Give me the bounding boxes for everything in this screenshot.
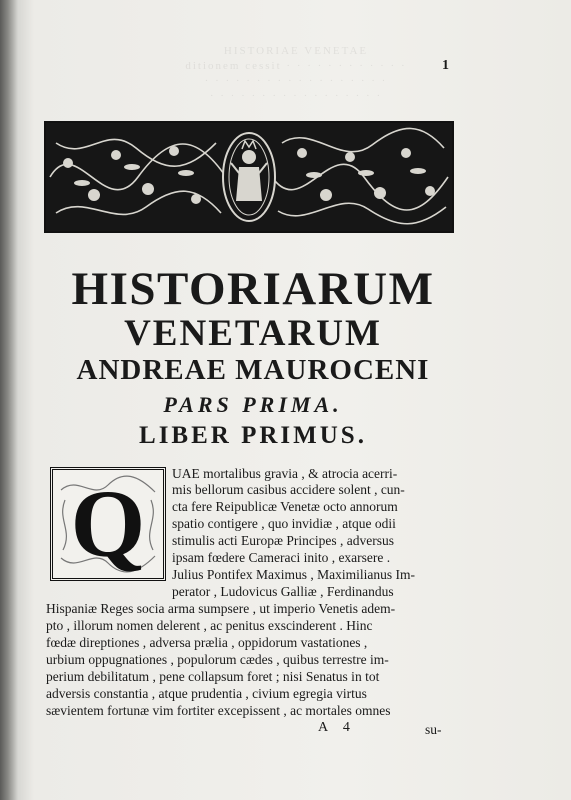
body-line: adversis constantia , atque prudentia , civium egregia virtus xyxy=(46,686,367,701)
body-line: spatio contigere , quo invidiæ , atque odii xyxy=(172,516,396,531)
body-line: ipsam fœdere Cameraci inito , exarsere . xyxy=(172,550,391,565)
body-line: stimulis acti Europæ Principes , adversus xyxy=(172,533,394,548)
body-line: Hispaniæ Reges socia arma sumpsere , ut imperio Venetis adem- xyxy=(46,601,396,616)
central-figure xyxy=(223,133,275,221)
title-line-1: HISTORIARUM xyxy=(71,263,435,315)
drop-cap-letter: Q xyxy=(70,470,146,577)
body-line: UAE mortalibus gravia , & atrocia acerri- xyxy=(172,466,398,481)
show-through-text xyxy=(86,44,506,124)
decorative-headpiece xyxy=(44,121,454,233)
body-line: cta fere Reipublicæ Venetæ octo annorum xyxy=(172,499,398,514)
show-through-line: HISTORIAE VENETAE xyxy=(223,45,369,57)
decorated-initial xyxy=(50,467,166,581)
title-line-3: ANDREAE MAUROCENI xyxy=(76,354,430,386)
catchword: su- xyxy=(425,722,442,737)
part-heading: PARS PRIMA. xyxy=(163,392,343,417)
page-number: 1 xyxy=(442,58,449,73)
signature-mark: A 4 xyxy=(318,720,356,735)
book-heading: LIBER PRIMUS. xyxy=(139,422,367,449)
foliage-ornament xyxy=(46,123,452,231)
body-line: fœdæ direptiones , adversa prælia , oppidorum vastationes , xyxy=(46,635,368,650)
body-line: perator , Ludovicus Galliæ , Ferdinandus xyxy=(172,584,394,599)
body-line: pto , illorum nomen delerent , ac penitus exscinderent . Hinc xyxy=(46,618,373,633)
show-through-line: · · · · · · · · · · · · · · · · · xyxy=(209,90,383,102)
body-line: Julius Pontifex Maximus , Maximilianus Im- xyxy=(172,567,415,582)
body-line: urbium oppugnationes , populorum cædes , quibus terrestre im- xyxy=(46,652,389,667)
body-line: mis bellorum casibus accidere solent , cun- xyxy=(172,482,405,497)
title-line-2: VENETARUM xyxy=(124,313,382,354)
body-line: perium debilitatum , pene collapsum foret ; nisi Senatus in tot xyxy=(46,669,380,684)
body-line: sævientem fortunæ vim fortiter excepissent , ac mortales omnes xyxy=(46,703,391,718)
show-through-line: · · · · · · · · · · · · · · · · · · xyxy=(204,75,388,87)
show-through-line: ditionem cessit · · · · · · · · · · · · xyxy=(185,60,407,72)
